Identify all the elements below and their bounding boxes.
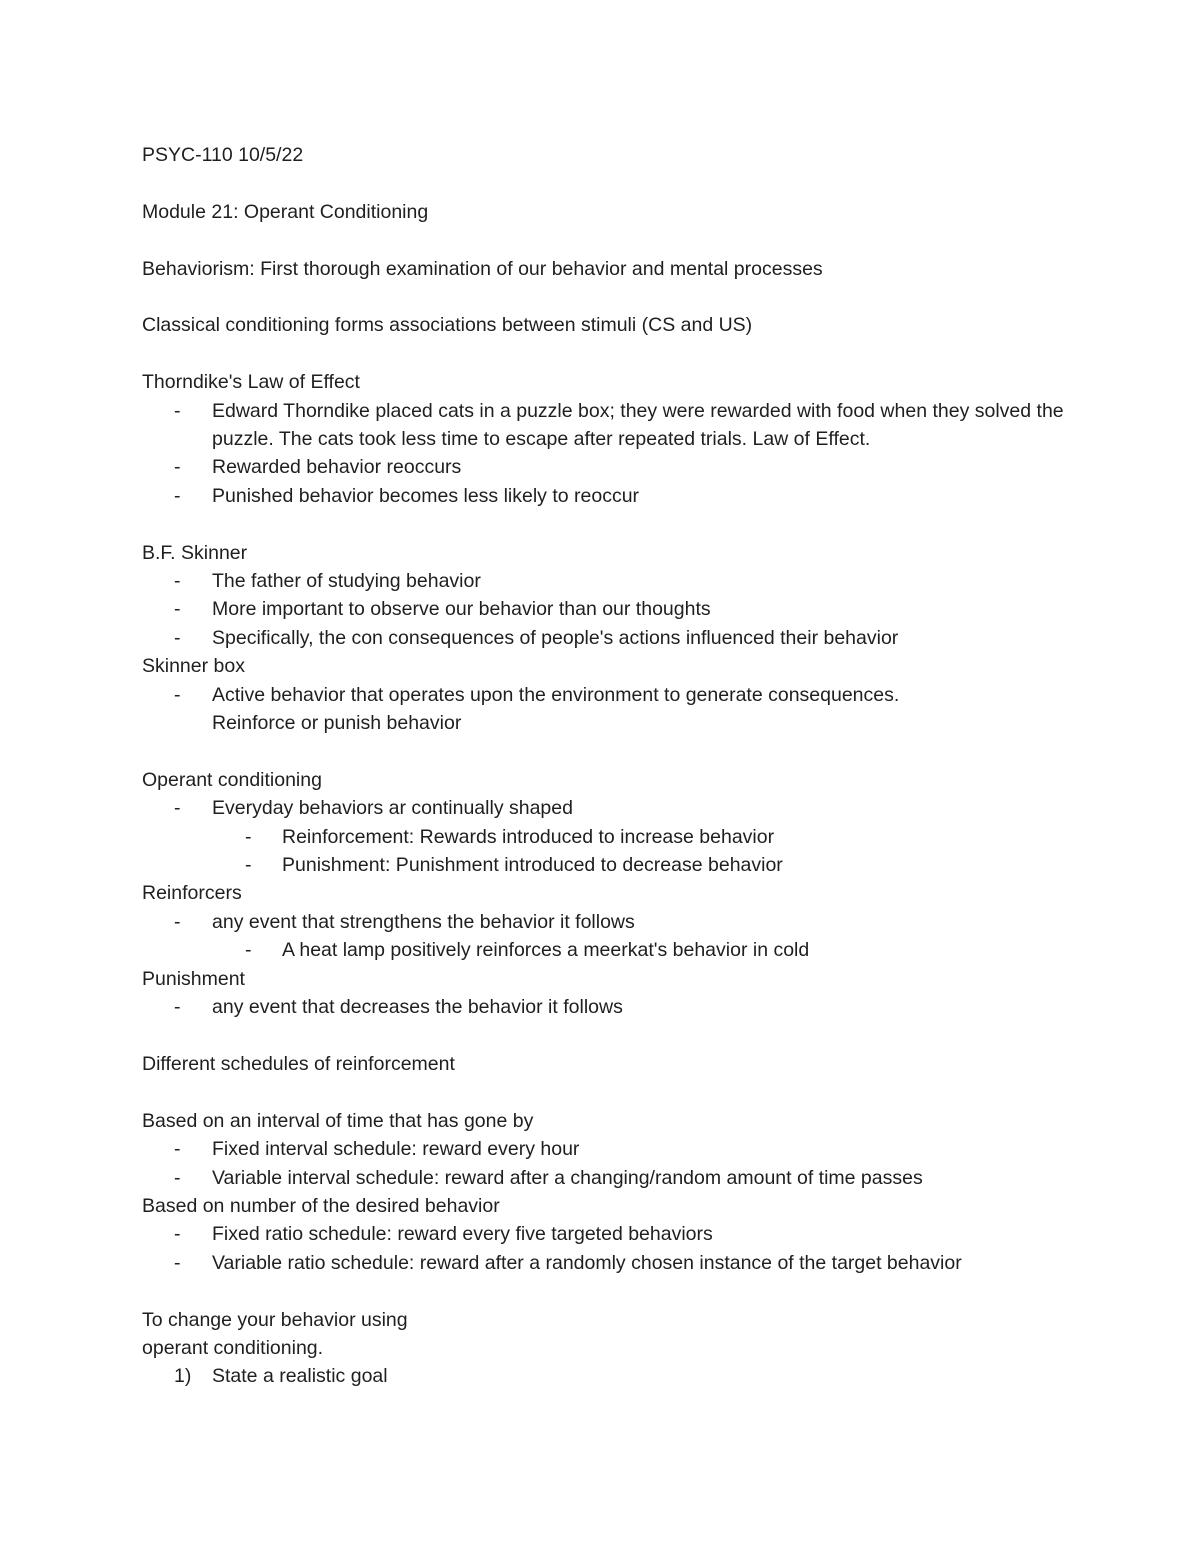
bullet-marker: - <box>174 1138 181 1161</box>
list-item-text: any event that strengthens the behavior it follows <box>212 910 635 933</box>
numbered-item-text: State a realistic goal <box>212 1365 388 1388</box>
list-item <box>142 908 1072 936</box>
list-item-text: Fixed interval schedule: reward every hour <box>212 1138 580 1161</box>
list-item <box>142 1135 1072 1163</box>
list-item <box>142 397 1072 454</box>
spacer <box>142 1277 1072 1305</box>
list-item <box>142 681 1072 738</box>
sub-list-item <box>142 936 1072 964</box>
spacer <box>142 510 1072 538</box>
spacer <box>142 1022 1072 1050</box>
spacer <box>142 169 1072 197</box>
interval-heading: Based on an interval of time that has gone by <box>142 1109 534 1132</box>
list-item-text: Reinforcement: Rewards introduced to increase behavior <box>282 825 775 848</box>
bullet-marker: - <box>174 683 181 706</box>
list-item <box>142 1249 1072 1277</box>
list-item <box>142 1220 1072 1248</box>
skinner-box-heading: Skinner box <box>142 655 245 678</box>
list-item-text: Punishment: Punishment introduced to decrease behavior <box>282 854 783 877</box>
ratio-heading: Based on number of the desired behavior <box>142 1194 500 1217</box>
list-item <box>142 567 1072 595</box>
spacer <box>142 226 1072 254</box>
bullet-marker: - <box>245 939 252 962</box>
list-item-text: Everyday behaviors ar continually shaped <box>212 797 573 820</box>
change-line-2: operant conditioning. <box>142 1336 324 1359</box>
list-item-text: More important to observe our behavior than our thoughts <box>212 598 711 621</box>
list-item-text: Edward Thorndike placed cats in a puzzle box; they were rewarded with food when they solved the puzzle. The cats took less time to escape after repeated trials. Law of Effect. <box>212 399 1064 450</box>
bullet-marker: - <box>174 1251 181 1274</box>
classical-line: Classical conditioning forms associations between stimuli (CS and US) <box>142 314 753 337</box>
module-heading: Module 21: Operant Conditioning <box>142 200 429 223</box>
spacer <box>142 737 1072 765</box>
number-marker: 1) <box>174 1365 192 1388</box>
spacer <box>142 340 1072 368</box>
list-item-text: Rewarded behavior reoccurs <box>212 456 462 479</box>
list-item <box>142 482 1072 510</box>
list-item <box>142 595 1072 623</box>
list-item-text: A heat lamp positively reinforces a meerkat's behavior in cold <box>282 939 810 962</box>
bullet-marker: - <box>245 854 252 877</box>
punishment-heading: Punishment <box>142 967 245 990</box>
bullet-marker: - <box>174 484 181 507</box>
skinner-heading: B.F. Skinner <box>142 541 248 564</box>
bullet-marker: - <box>174 399 181 422</box>
bullet-marker: - <box>174 598 181 621</box>
list-item <box>142 624 1072 652</box>
bullet-marker: - <box>174 996 181 1019</box>
reinforcers-heading: Reinforcers <box>142 882 242 905</box>
bullet-marker: - <box>174 1223 181 1246</box>
list-item-text: Variable ratio schedule: reward after a randomly chosen instance of the target behavior <box>212 1251 962 1274</box>
bullet-marker: - <box>174 1166 181 1189</box>
sub-list-item <box>142 851 1072 879</box>
numbered-item <box>142 1362 1072 1390</box>
schedules-heading: Different schedules of reinforcement <box>142 1052 455 1075</box>
bullet-marker: - <box>174 797 181 820</box>
list-item <box>142 794 1072 822</box>
list-item-text: The father of studying behavior <box>212 570 481 593</box>
list-item-text: Active behavior that operates upon the environment to generate consequences. Reinforce or punish behavior <box>212 683 900 735</box>
operant-heading: Operant conditioning <box>142 768 322 791</box>
list-item-text: Specifically, the con consequences of people's actions influenced their behavior <box>212 626 899 649</box>
bullet-marker: - <box>174 626 181 649</box>
behaviorism-line: Behaviorism: First thorough examination of our behavior and mental processes <box>142 257 823 280</box>
list-item <box>142 1164 1072 1192</box>
bullet-marker: - <box>245 825 252 848</box>
list-item <box>142 993 1072 1021</box>
list-item-text: Fixed ratio schedule: reward every five targeted behaviors <box>212 1223 713 1246</box>
spacer <box>142 283 1072 311</box>
doc-title: PSYC-110 10/5/22 <box>142 144 304 166</box>
list-item <box>142 453 1072 481</box>
list-item-text: Punished behavior becomes less likely to reoccur <box>212 484 640 507</box>
list-item-text: Variable interval schedule: reward after a changing/random amount of time passes <box>212 1166 923 1189</box>
change-line-1: To change your behavior using <box>142 1308 408 1331</box>
bullet-marker: - <box>174 910 181 933</box>
list-item-text: any event that decreases the behavior it follows <box>212 996 623 1019</box>
bullet-marker: - <box>174 570 181 593</box>
bullet-marker: - <box>174 456 181 479</box>
document-page <box>142 141 1072 1391</box>
sub-list-item <box>142 823 1072 851</box>
spacer <box>142 1078 1072 1106</box>
thorndike-heading: Thorndike's Law of Effect <box>142 371 360 394</box>
